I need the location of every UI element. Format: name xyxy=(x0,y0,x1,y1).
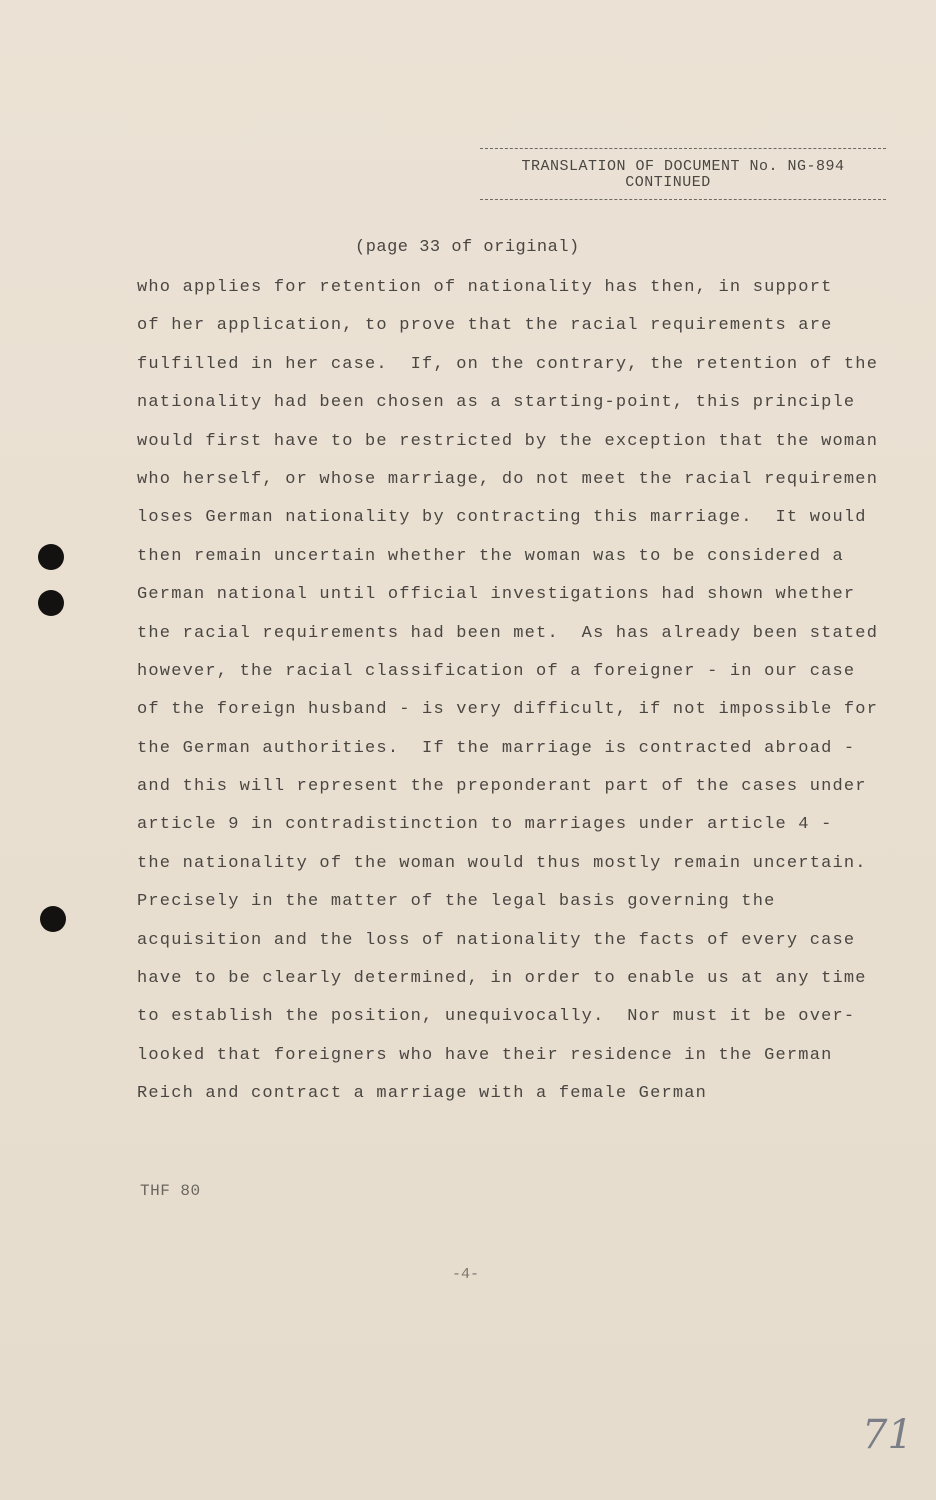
page-number: -4- xyxy=(452,1266,480,1283)
text-line: then remain uncertain whether the woman was to be considered a xyxy=(137,546,844,566)
punch-hole xyxy=(38,544,64,570)
text-line: and this will represent the preponderant part of the cases under xyxy=(137,777,867,797)
text-line: loses German nationality by contracting this marriage. It would xyxy=(137,508,867,528)
text-line: German national until official investigations had shown whether xyxy=(137,585,856,605)
text-line: the German authorities. If the marriage is contracted abroad - xyxy=(137,738,856,758)
text-line: fulfilled in her case. If, on the contrary, the retention of the xyxy=(137,354,879,374)
document-code: THF 80 xyxy=(140,1182,201,1200)
text-line: Reich and contract a marriage with a female German xyxy=(137,1084,708,1104)
text-line: however, the racial classification of a foreigner - in our case xyxy=(137,661,856,681)
folio-number: 71 xyxy=(862,1412,913,1458)
text-line: Precisely in the matter of the legal basis governing the xyxy=(137,892,776,912)
text-line: the nationality of the woman would thus mostly remain uncertain. xyxy=(137,853,867,873)
text-line: would first have to be restricted by the exception that the woman xyxy=(137,431,879,451)
text-line: have to be clearly determined, in order to enable us at any time xyxy=(137,969,867,989)
text-line: looked that foreigners who have their residence in the German xyxy=(137,1045,833,1065)
text-line: acquisition and the loss of nationality the facts of every case xyxy=(137,930,856,950)
text-line: who herself, or whose marriage, do not meet the racial requiremen xyxy=(137,469,879,489)
text-line: to establish the position, unequivocally. Nor must it be over- xyxy=(137,1007,856,1027)
text-line: of her application, to prove that the racial requirements are xyxy=(137,316,833,336)
header-subtitle: CONTINUED xyxy=(625,174,711,191)
text-line: article 9 in contradistinction to marriages under article 4 - xyxy=(137,815,833,835)
text-line: nationality had been chosen as a starting-point, this principle xyxy=(137,393,856,413)
punch-hole xyxy=(38,590,64,616)
header-title: TRANSLATION OF DOCUMENT No. NG-894 xyxy=(521,158,845,175)
punch-hole xyxy=(40,906,66,932)
text-line: who applies for retention of nationality has then, in support xyxy=(137,278,833,297)
text-line: of the foreign husband - is very difficult, if not impossible for xyxy=(137,700,879,720)
text-line: the racial requirements had been met. As has already been stated xyxy=(137,623,879,643)
body-text xyxy=(137,272,897,1117)
document-header xyxy=(480,148,886,200)
page-reference: (page 33 of original) xyxy=(355,238,580,257)
